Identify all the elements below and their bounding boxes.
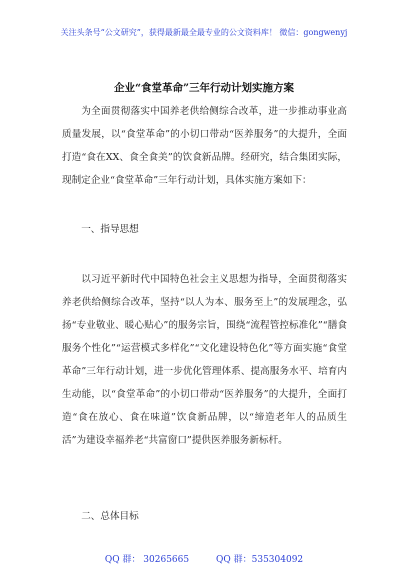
footer-qq-group-1: QQ 群： 30265665 [104,555,190,565]
footer-qq-groups [0,552,408,565]
header-banner: 关注头条号“公文研究”，获得最新最全最专业的公文资料库！ 微信：gongwenyj [60,28,348,37]
document-title: 企业“食堂革命”三年行动计划实施方案 [113,82,295,94]
intro-paragraph: 为全面贯彻落实中国养老供给侧综合改革，进一步推动事业高质量发展，以“食堂革命”的小切口带动“医养服务”的大提升，全面打造“食在XX、食全食美”的饮食新品牌。经研究，结合集团实际，现制定企业“食堂革命”三年行动计划，具体实施方案如下： [62,106,347,186]
section-heading-overall-goals: 二、总体目标 [81,511,139,522]
guiding-ideology-paragraph: 以习近平新时代中国特色社会主义思想为指导，全面贯彻落实养老供给侧综合改革，坚持“以人为本、服务至上”的发展理念，弘扬“专业敬业、暖心贴心”的服务宗旨，围绕“流程管控标准化”“膳食服务个性化”“运营模式多样化”“文化建设特色化”等方面实施“食堂革命”三年行动计划，进一步优化管理体系、提高服务水平、培育内生动能，以“食堂革命”的小切口带动“医养服务”的大提升，全面打造“食在放心、食在味道”饮食新品牌，以“缔造老年人的品质生活”为建设幸福养老“共富窗口”提供医养服务新标杆。 [62,274,347,446]
footer-qq-group-2: QQ 群：535304092 [216,555,304,565]
section-heading-guiding-ideology: 一、指导思想 [81,224,139,235]
